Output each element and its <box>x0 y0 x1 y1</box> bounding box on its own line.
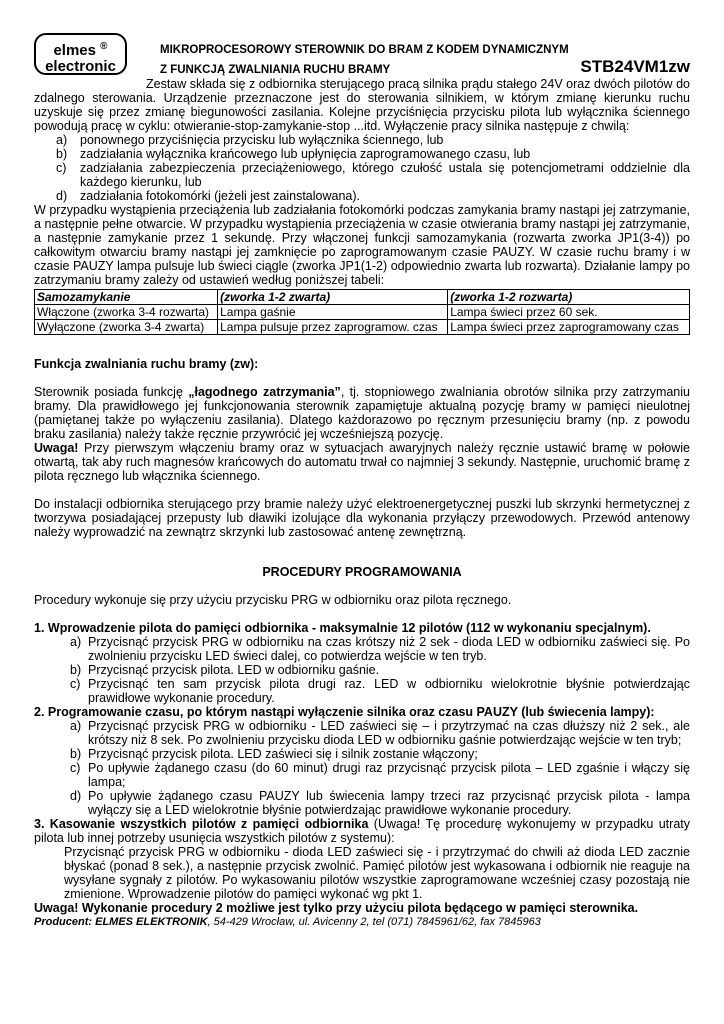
list-item: a) ponownego przyciśnięcia przycisku lub wyłącznika ściennego, lub <box>56 133 444 147</box>
table-cell: Lampa świeci przez zaprogramowany czas <box>448 320 690 335</box>
lamp-settings-table <box>34 289 690 335</box>
list-item: a) Przycisnąć przycisk PRG w odbiorniku - LED zaświeci się – i przytrzymać na czas dłuższy niż 2 sek., ale krótszy niż 8 sek. Po zwolnieniu przycisku dioda LED w odbiorniku gaśnie potwierdzając wejście w ten tryb; <box>70 719 690 747</box>
model-number: STB24VM1zw <box>580 57 690 76</box>
logo-line2: electronic <box>45 58 116 75</box>
table-header-cell: (zworka 1-2 rozwarta) <box>448 290 690 305</box>
table-cell: Lampa gaśnie <box>218 305 448 320</box>
zw-paragraph: Sterownik posiada funkcję „łagodnego zatrzymania”, tj. stopniowego zwalniania obrotów silnika przy zatrzymaniu bramy. Dla prawidłowego jej funkcjonowania sterownik zapamiętuje aktualną pozycję bramy w pamięci nieulotnej (pamiętanej także po wyłączeniu zasilania). Dlatego każdorazowo po ręcznym przesunięciu bramy (np. z powodu braku zasilania) należy także ręcznie przywrócić jej wcześniejszą pozycję. <box>34 385 690 441</box>
procedure-1-title: 1. Wprowadzenie pilota do pamięci odbiornika - maksymalnie 12 pilotów (112 w wykonaniu specjalnym). <box>34 621 651 635</box>
table-cell: Lampa świeci przez 60 sek. <box>448 305 690 320</box>
table-header-cell: Samozamykanie <box>35 290 218 305</box>
table-cell: Lampa pulsuje przez zaprogramow. czas <box>218 320 448 335</box>
procedure-3-body: Przycisnąć przycisk PRG w odbiorniku - dioda LED zaświeci się - i przytrzymać do chwili aż dioda LED zacznie błyskać (ponad 8 sek.), a następnie przycisk zwolnić. Pamięć pilotów jest wykasowana i odbiornik nie reaguje na wysyłane sygnały z pilotów. Po wykasowaniu pilotów wszystkie zaprogramowane wcześniej czasy pozostają nie zmienione. Wprowadzenie pilotów do pamięci wykonać wg pkt 1. <box>64 845 690 901</box>
list-item: c) zadziałania zabezpieczenia przeciążeniowego, którego czułość ustala się potencjometrami oddzielnie dla każdego kierunku, lub <box>56 161 690 189</box>
list-item: d) zadziałania fotokomórki (jeżeli jest zainstalowana). <box>56 189 360 203</box>
producer-footer: Producent: ELMES ELEKTRONIK, 54-429 Wrocław, ul. Avicenny 2, tel (071) 7845961/62, fax 7845963 <box>34 916 541 928</box>
final-warning: Uwaga! Wykonanie procedury 2 możliwe jest tylko przy użyciu pilota będącego w pamięci sterownika. <box>34 901 639 915</box>
table-header-row <box>35 290 690 305</box>
procedure-3 <box>34 817 690 901</box>
overload-paragraph: W przypadku wystąpienia przeciążenia lub zadziałania fotokomórki podczas zamykania bramy nastąpi jej zatrzymanie, a następnie pełne otwarcie. W przypadku wystąpienia przeciążenia w czasie otwierania bramy nastąpi jej zatrzymanie, a następnie zamykanie przez 1 sekundę. Przy włączonej funkcji samozamykania (rozwarta zworka JP1(3-4)) po całkowitym otwarciu bramy nastąpi jej zamknięcie po zaprogramowanym czasie PAUZY. W czasie ruchu bramy i w czasie PAUZY lampa pulsuje lub świeci ciągle (zworka JP1(1-2) odpowiednio zwarta lub rozwarta). Działanie lampy po zatrzymaniu bramy zależy od ustawień według poniższej tabeli: <box>34 203 690 287</box>
table-row <box>35 305 690 320</box>
list-item: c) Przycisnąć ten sam przycisk pilota drugi raz. LED w odbiorniku wielokrotnie błyśnie potwierdzając prawidłowe wykonanie procedury. <box>70 677 690 705</box>
table-cell: Włączone (zworka 3-4 rozwarta) <box>35 305 218 320</box>
programming-intro: Procedury wykonuje się przy użyciu przycisku PRG w odbiorniku oraz pilota ręcznego. <box>34 593 512 607</box>
programming-section <box>34 565 690 915</box>
stop-conditions-list <box>34 133 690 203</box>
zw-section <box>34 357 690 539</box>
intro-paragraph: Zestaw składa się z odbiornika sterującego pracą silnika prądu stałego 24V oraz dwóch pilotów do zdalnego sterowania. Urządzenie przeznaczone jest do sterowania silnikiem, w którym zmianę kierunku ruchu uzyskuje się przez zmianę biegunowości zasilania. Kolejne przyciśnięcia przycisku pilota lub wyłącznika ściennego powodują pracę w cyklu: otwieranie-stop-zamykanie-stop ...itd. Wyłączenie pracy silnika następuje z chwilą: <box>34 77 690 133</box>
doc-title-line2: Z FUNKCJĄ ZWALNIANIA RUCHU BRAMY <box>160 64 391 76</box>
list-item: a) Przycisnąć przycisk PRG w odbiorniku na czas krótszy niż 2 sek - dioda LED w odbiorniku zaświeci się. Po zwolnieniu przycisku LED świeci dalej, co potwierdza wejście w ten tryb. <box>70 635 690 663</box>
zw-heading: Funkcja zwalniania ruchu bramy (zw): <box>34 357 259 371</box>
procedure-1-steps <box>34 635 690 705</box>
zw-warning: Uwaga! Przy pierwszym włączeniu bramy oraz w sytuacjach awaryjnych należy ręcznie ustawić bramę w połowie otwartą, tak aby ruch magnesów krańcowych do automatu trwał co najmniej 3 sekundy. Następnie, uruchomić bramę z pilota ręcznego lub włącznika ściennego. <box>34 441 690 483</box>
doc-title-line1: MIKROPROCESOROWY STEROWNIK DO BRAM Z KODEM DYNAMICZNYM <box>160 44 569 56</box>
procedure-3-title: 3. Kasowanie wszystkich pilotów z pamięci odbiornika (Uwaga! Tę procedurę wykonujemy w przypadku utraty pilota lub innej potrzeby usunięcia wszystkich pilotów z systemu): <box>34 817 690 845</box>
list-item: c) Po upływie żądanego czasu (do 60 minut) drugi raz przycisnąć przycisk pilota – LED zgaśnie i włączy się lampa; <box>70 761 690 789</box>
list-item: b) Przycisnąć przycisk pilota. LED w odbiorniku gaśnie. <box>70 663 380 677</box>
list-item: d) Po upływie żądanego czasu PAUZY lub świecenia lampy trzeci raz przycisnąć przycisk pilota - lampa wyłączy się a LED wielokrotnie błyśnie potwierdzając prawidłowe wykonanie procedury. <box>70 789 690 817</box>
procedure-2-title: 2. Programowanie czasu, po którym nastąpi wyłączenie silnika oraz czasu PAUZY (lub świecenia lampy): <box>34 705 655 719</box>
table-header-cell: (zworka 1-2 zwarta) <box>218 290 448 305</box>
installation-paragraph: Do instalacji odbiornika sterującego przy bramie należy użyć elektroenergetycznej puszki lub skrzynki hermetycznej z tworzywa posiadającej przepusty lub dławiki izolujące dla wykonania przyłączy przewodowych. Przewód antenowy należy wyprowadzić na zewnątrz skrzynki lub zastosować antenę zewnętrzną. <box>34 497 690 539</box>
list-item: b) Przycisnąć przycisk pilota. LED zaświeci się i silnik zostanie włączony; <box>70 747 478 761</box>
list-item: b) zadziałania wyłącznika krańcowego lub upłynięcia zaprogramowanego czasu, lub <box>56 147 531 161</box>
programming-heading: PROCEDURY PROGRAMOWANIA <box>262 565 462 579</box>
intro-section <box>34 77 690 335</box>
logo-reg-mark: ® <box>100 41 108 52</box>
procedure-2-steps <box>34 719 690 817</box>
elmes-logo <box>34 33 127 75</box>
logo-line1: elmes <box>53 42 96 59</box>
table-cell: Wyłączone (zworka 3-4 zwarta) <box>35 320 218 335</box>
table-row <box>35 320 690 335</box>
